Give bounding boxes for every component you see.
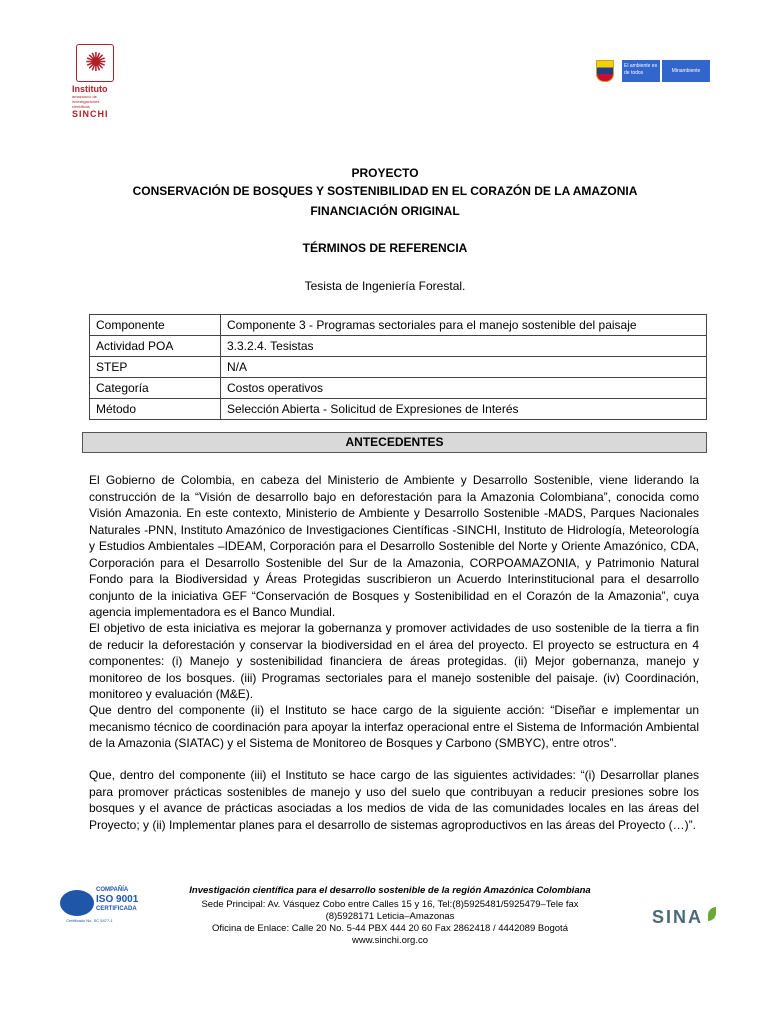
ambiente-slogan-logo: El ambiente es de todos <box>622 60 660 82</box>
table-row <box>90 336 707 357</box>
colombia-shield-icon <box>596 60 614 82</box>
minambiente-logo: Minambiente <box>662 60 710 82</box>
info-table <box>89 314 707 420</box>
iso-cert-number: Certificado No. SC 5477-1 <box>66 918 113 923</box>
row-key: Actividad POA <box>90 336 221 357</box>
footer-address-line: Oficina de Enlace: Calle 20 No. 5-44 PBX 444 20 60 Fax 2862418 / 4442089 Bogotá <box>212 923 568 934</box>
table-row <box>90 357 707 378</box>
iso-standard-label: ISO 9001 <box>96 894 139 905</box>
sinchi-logo <box>72 44 118 119</box>
table-row <box>90 378 707 399</box>
footer-tagline: Investigación científica para el desarrollo sostenible de la región Amazónica Colombiana <box>189 885 591 896</box>
sina-logo <box>652 905 718 929</box>
certification-seal-icon <box>60 890 94 916</box>
paragraph: Que dentro del componente (ii) el Instituto se hace cargo de la siguiente acción: “Diseñar e implementar un mecanismo técnico de coordinación para apoyar la interfaz operacional entre el Sistema de Información Ambiental de la Amazonia (SIATAC) y el Sistema de Monitoreo de Bosques y Carbono (SMBYC), entre otros”. <box>89 703 699 750</box>
paragraph: Que, dentro del componente (iii) el Instituto se hace cargo de las siguientes actividades: “(i) Desarrollar planes para promover prácticas sostenibles de manejo y uso del suelo que contribuyan a reducir presiones sobre los bosques y el avance de prácticas asociadas a los medios de vida de las comunidades locales en las áreas del Proyecto; y (ii) Implementar planes para el desarrollo de sistemas agroproductivos en las áreas del Proyecto (…)”. <box>89 768 699 832</box>
sina-logo-text: SINA <box>652 907 704 927</box>
row-value: Componente 3 - Programas sectoriales para el manejo sostenible del paisaje <box>221 315 707 336</box>
government-logos <box>596 58 710 84</box>
leaf-icon <box>708 907 716 921</box>
footer-address-line: (8)5928171 Leticia–Amazonas <box>325 911 455 922</box>
sinchi-logo-name: Instituto <box>72 84 108 94</box>
row-value: Costos operativos <box>221 378 707 399</box>
position-title: Tesista de Ingeniería Forestal. <box>304 279 466 293</box>
project-label: PROYECTO <box>351 166 419 180</box>
row-key: Método <box>90 399 221 420</box>
iso-certified-label: CERTIFICADA <box>96 906 137 912</box>
row-key: Componente <box>90 315 221 336</box>
financing-label: FINANCIACIÓN ORIGINAL <box>310 204 460 218</box>
row-key: Categoría <box>90 378 221 399</box>
table-row <box>90 399 707 420</box>
sinchi-emblem-icon: ✺ <box>76 44 114 82</box>
sinchi-logo-subtitle: amazónico de investigaciones científicas <box>72 94 100 109</box>
row-value: Selección Abierta - Solicitud de Expresiones de Interés <box>221 399 707 420</box>
paragraph: El Gobierno de Colombia, en cabeza del Ministerio de Ambiente y Desarrollo Sostenible, viene liderando la construcción de la “Visión de desarrollo bajo en deforestación para la Amazonia Colombiana”, conocida como Visión Amazonia. En este contexto, Ministerio de Ambiente y Desarrollo Sostenible -MADS, Parques Nacionales Naturales -PNN, Instituto Amazónico de Investigaciones Científicas -SINCHI, Instituto de Hidrología, Meteorología y Estudios Ambientales –IDEAM, Corporación para el Desarrollo Sostenible del Norte y Oriente Amazónico, CDA, Corporación para el Desarrollo Sostenible del Sur de la Amazonia, CORPOAMAZONIA, y Patrimonio Natural Fondo para la Biodiversidad y Áreas Protegidas suscribieron un Acuerdo Interinstitucional para el desarrollo conjunto de la iniciativa GEF “Conservación de Bosques y Sostenibilidad en el Corazón de la Amazonia”, cuya agencia implementadora es el Banco Mundial. <box>89 473 699 619</box>
row-key: STEP <box>90 357 221 378</box>
table-row <box>90 315 707 336</box>
footer-website-link[interactable]: www.sinchi.org.co <box>351 935 429 946</box>
row-value: N/A <box>221 357 707 378</box>
iso-company-label: COMPAÑÍA <box>96 887 129 893</box>
project-name: CONSERVACIÓN DE BOSQUES Y SOSTENIBILIDAD EN EL CORAZÓN DE LA AMAZONIA <box>132 184 638 198</box>
section-heading: ANTECEDENTES <box>82 432 707 453</box>
paragraph: El objetivo de esta iniciativa es mejorar la gobernanza y promover actividades de uso sostenible de la tierra a fin de reducir la deforestación y conservar la biodiversidad en el área del proyecto. El proyecto se estructura en 4 componentes: (i) Manejo y sostenibilidad financiera de áreas protegidas. (ii) Mejor gobernanza, manejo y monitoreo de los bosques. (iii) Programas sectoriales para el manejo sostenible del paisaje. (iv) Coordinación, monitoreo y evaluación (M&E). <box>89 621 699 701</box>
document-title: TÉRMINOS DE REFERENCIA <box>302 241 468 255</box>
iso-certification-logo <box>60 886 156 926</box>
sinchi-logo-acronym: SINCHI <box>72 109 109 119</box>
footer-address-line: Sede Principal: Av. Vásquez Cobo entre Calles 15 y 16, Tel:(8)5925481/5925479–Tele fax <box>201 899 579 910</box>
row-value: 3.3.2.4. Tesistas <box>221 336 707 357</box>
